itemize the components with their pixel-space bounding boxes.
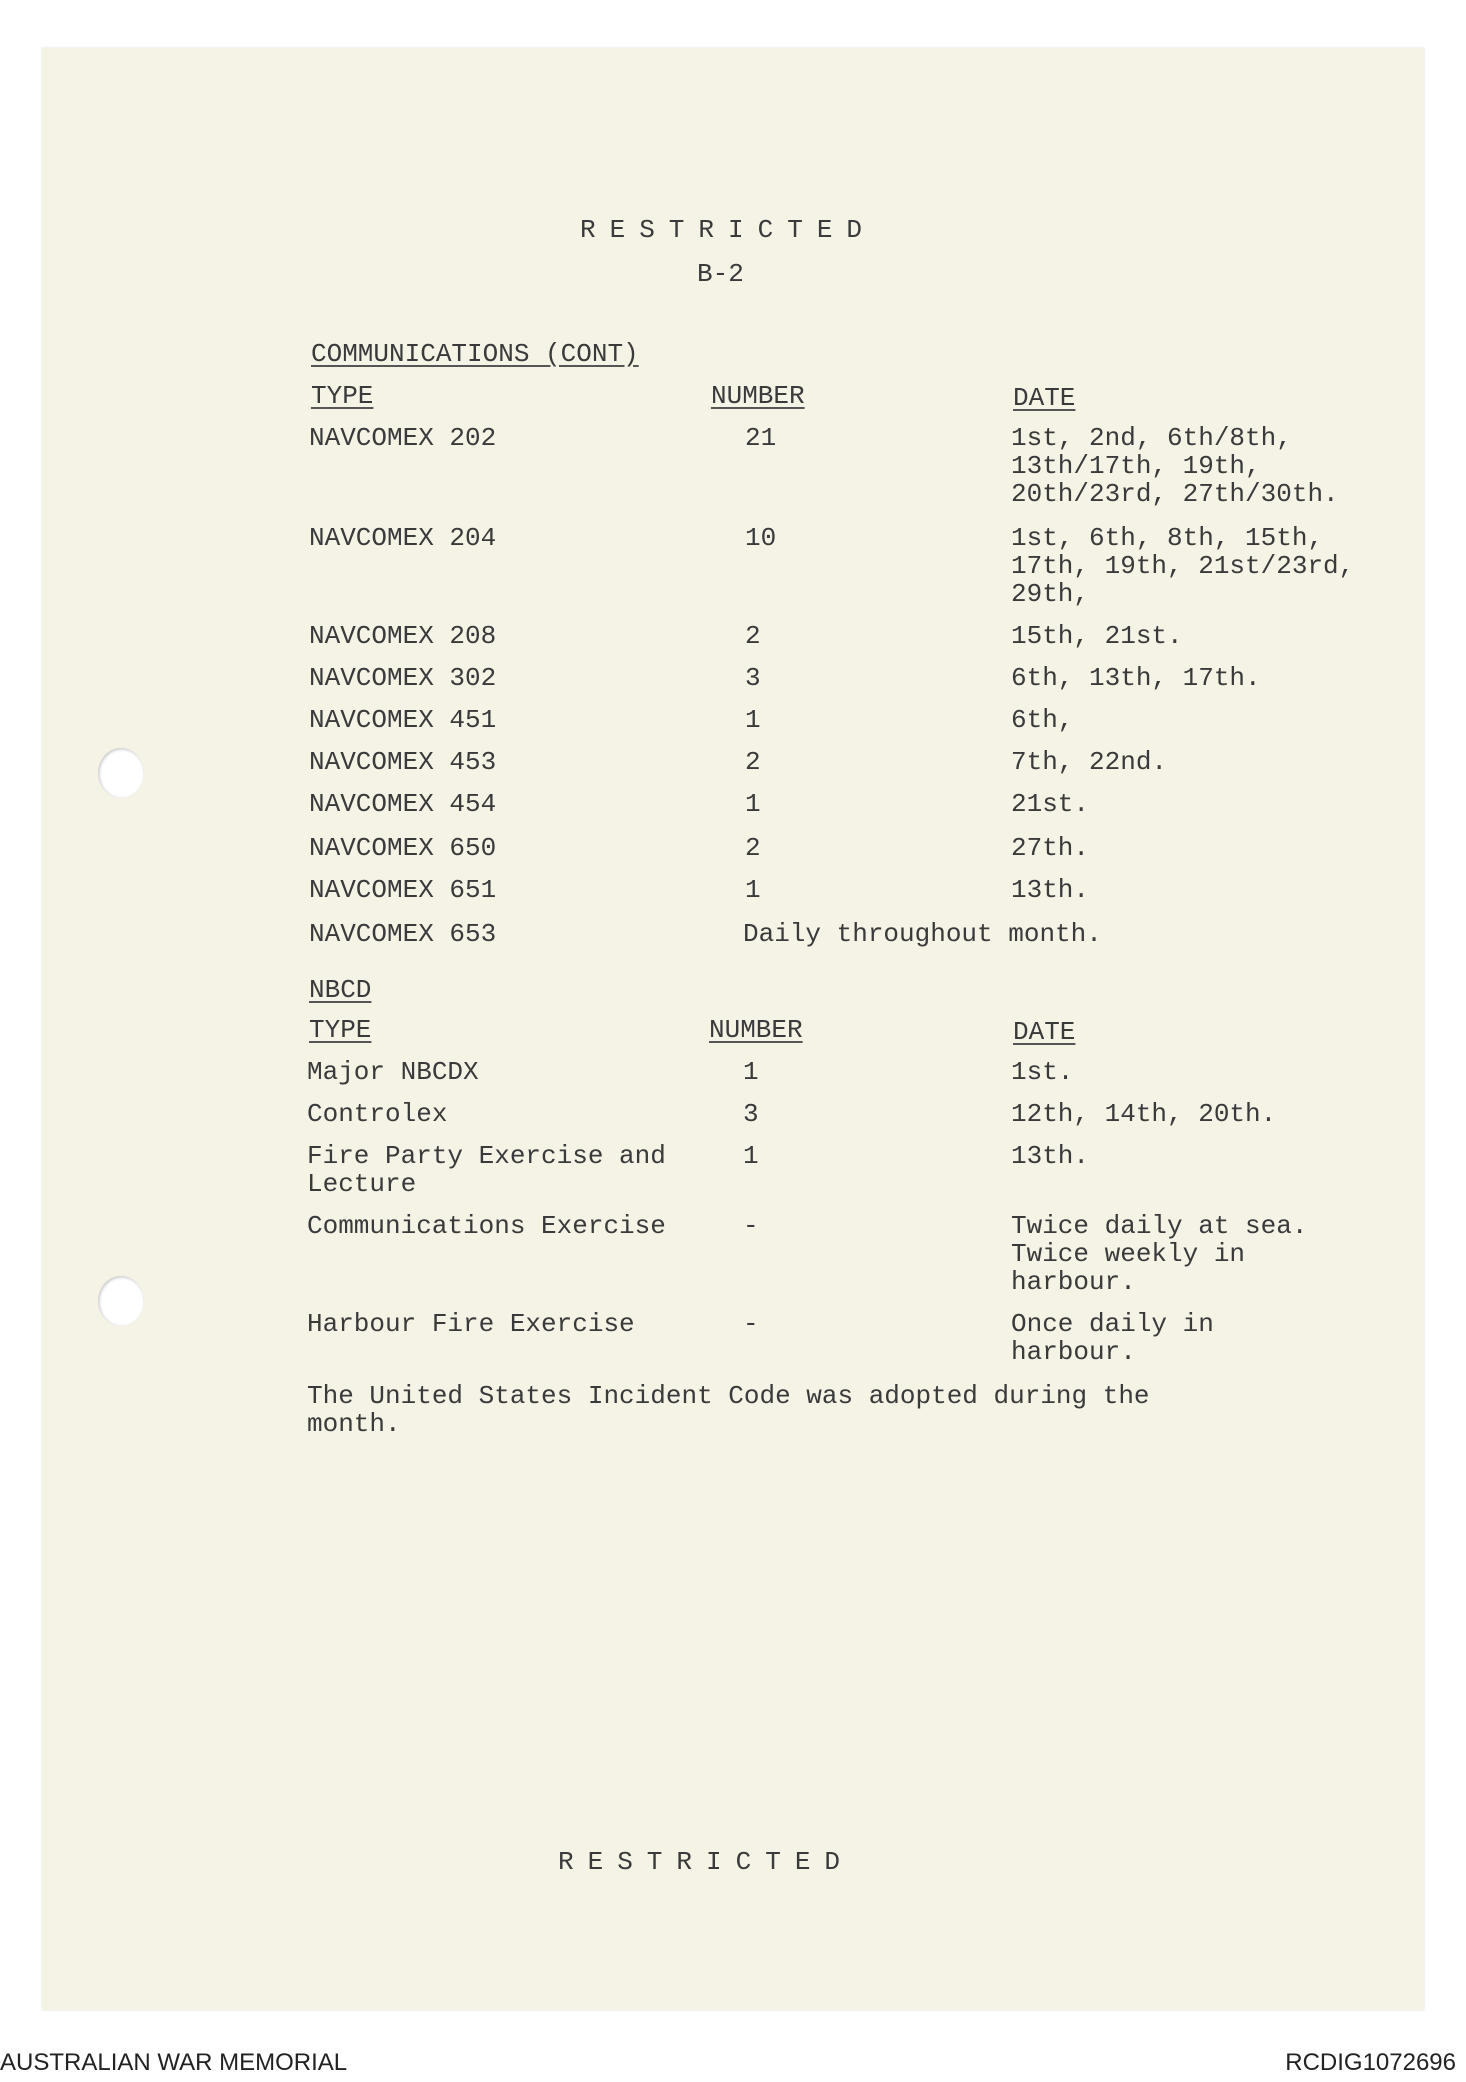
nbcd-row-number: 3 bbox=[743, 1099, 759, 1129]
comm-row-number: 2 bbox=[745, 833, 761, 863]
comm-row-number: 10 bbox=[745, 523, 777, 553]
comm-row-number: 1 bbox=[745, 705, 761, 735]
comm-row-number: 1 bbox=[745, 789, 761, 819]
comm-row-number: 1 bbox=[745, 875, 761, 905]
nbcd-row-type-line: Lecture bbox=[307, 1169, 417, 1199]
nbcd-row-type-line: Communications Exercise bbox=[307, 1211, 666, 1241]
comm-row-date-line: 1st, 6th, 8th, 15th, bbox=[1011, 523, 1324, 553]
comm-row-type: NAVCOMEX 208 bbox=[309, 621, 497, 651]
nbcd-row-number: 1 bbox=[743, 1141, 759, 1171]
comm-row-date-line: 13th. bbox=[1011, 875, 1090, 905]
comm-row-date-line: 15th, 21st. bbox=[1011, 621, 1183, 651]
closing-note-line-2: month. bbox=[307, 1409, 401, 1439]
archive-id: RCDIG1072696 bbox=[1285, 2049, 1456, 2076]
comm-col-number-header: NUMBER bbox=[711, 381, 805, 411]
comm-row-date-line: 17th, 19th, 21st/23rd, bbox=[1011, 551, 1355, 581]
nbcd-row-date-line: harbour. bbox=[1011, 1267, 1136, 1297]
nbcd-row-date-line: Twice weekly in bbox=[1011, 1239, 1246, 1269]
closing-note-line-1: The United States Incident Code was adopted during the bbox=[307, 1381, 1150, 1411]
restricted-stamp-bottom: RESTRICTED bbox=[558, 1847, 855, 1877]
nbcd-row-date-line: harbour. bbox=[1011, 1337, 1136, 1367]
comm-last-row-note: Daily throughout month. bbox=[743, 919, 1102, 949]
comm-row-type: NAVCOMEX 302 bbox=[309, 663, 497, 693]
comm-row-date-line: 21st. bbox=[1011, 789, 1090, 819]
comm-row-type: NAVCOMEX 453 bbox=[309, 747, 497, 777]
comm-row-date-line: 1st, 2nd, 6th/8th, bbox=[1011, 423, 1292, 453]
nbcd-col-type-header: TYPE bbox=[309, 1015, 372, 1045]
comm-row-number: 2 bbox=[745, 747, 761, 777]
comm-row-number: 3 bbox=[745, 663, 761, 693]
comm-row-date-line: 29th, bbox=[1011, 579, 1090, 609]
nbcd-row-number: - bbox=[743, 1309, 759, 1339]
comm-row-number: 21 bbox=[745, 423, 777, 453]
comm-row-date-line: 6th, 13th, 17th. bbox=[1011, 663, 1261, 693]
restricted-stamp-top: RESTRICTED bbox=[580, 215, 877, 245]
section-title-communications: COMMUNICATIONS (CONT) bbox=[311, 339, 639, 369]
nbcd-row-type-line: Harbour Fire Exercise bbox=[307, 1309, 635, 1339]
comm-row-type: NAVCOMEX 651 bbox=[309, 875, 497, 905]
comm-row-type: NAVCOMEX 451 bbox=[309, 705, 497, 735]
comm-row-date-line: 6th, bbox=[1011, 705, 1074, 735]
nbcd-row-number: 1 bbox=[743, 1057, 759, 1087]
nbcd-row-date-line: 1st. bbox=[1011, 1057, 1074, 1087]
nbcd-row-date-line: 12th, 14th, 20th. bbox=[1011, 1099, 1277, 1129]
comm-row-type: NAVCOMEX 202 bbox=[309, 423, 497, 453]
page-number: B-2 bbox=[697, 259, 744, 289]
comm-col-date-header: DATE bbox=[1013, 383, 1076, 413]
nbcd-row-date-line: 13th. bbox=[1011, 1141, 1090, 1171]
comm-row-date-line: 20th/23rd, 27th/30th. bbox=[1011, 479, 1339, 509]
nbcd-row-date-line: Once daily in bbox=[1011, 1309, 1214, 1339]
nbcd-col-date-header: DATE bbox=[1013, 1017, 1076, 1047]
punch-hole-upper bbox=[98, 748, 144, 798]
comm-col-type-header: TYPE bbox=[311, 381, 374, 411]
comm-row-date-line: 27th. bbox=[1011, 833, 1090, 863]
comm-row-type: NAVCOMEX 204 bbox=[309, 523, 497, 553]
nbcd-row-type-line: Major NBCDX bbox=[307, 1057, 479, 1087]
nbcd-col-number-header: NUMBER bbox=[709, 1015, 803, 1045]
comm-last-row-type: NAVCOMEX 653 bbox=[309, 919, 497, 949]
comm-row-date-line: 7th, 22nd. bbox=[1011, 747, 1168, 777]
section-title-nbcd: NBCD bbox=[309, 975, 372, 1005]
comm-row-number: 2 bbox=[745, 621, 761, 651]
nbcd-row-date-line: Twice daily at sea. bbox=[1011, 1211, 1308, 1241]
comm-row-type: NAVCOMEX 650 bbox=[309, 833, 497, 863]
comm-row-type: NAVCOMEX 454 bbox=[309, 789, 497, 819]
nbcd-row-type-line: Fire Party Exercise and bbox=[307, 1141, 666, 1171]
punch-hole-lower bbox=[98, 1276, 144, 1326]
nbcd-row-type-line: Controlex bbox=[307, 1099, 448, 1129]
archive-credit: AUSTRALIAN WAR MEMORIAL bbox=[0, 2049, 348, 2076]
nbcd-row-number: - bbox=[743, 1211, 759, 1241]
comm-row-date-line: 13th/17th, 19th, bbox=[1011, 451, 1261, 481]
